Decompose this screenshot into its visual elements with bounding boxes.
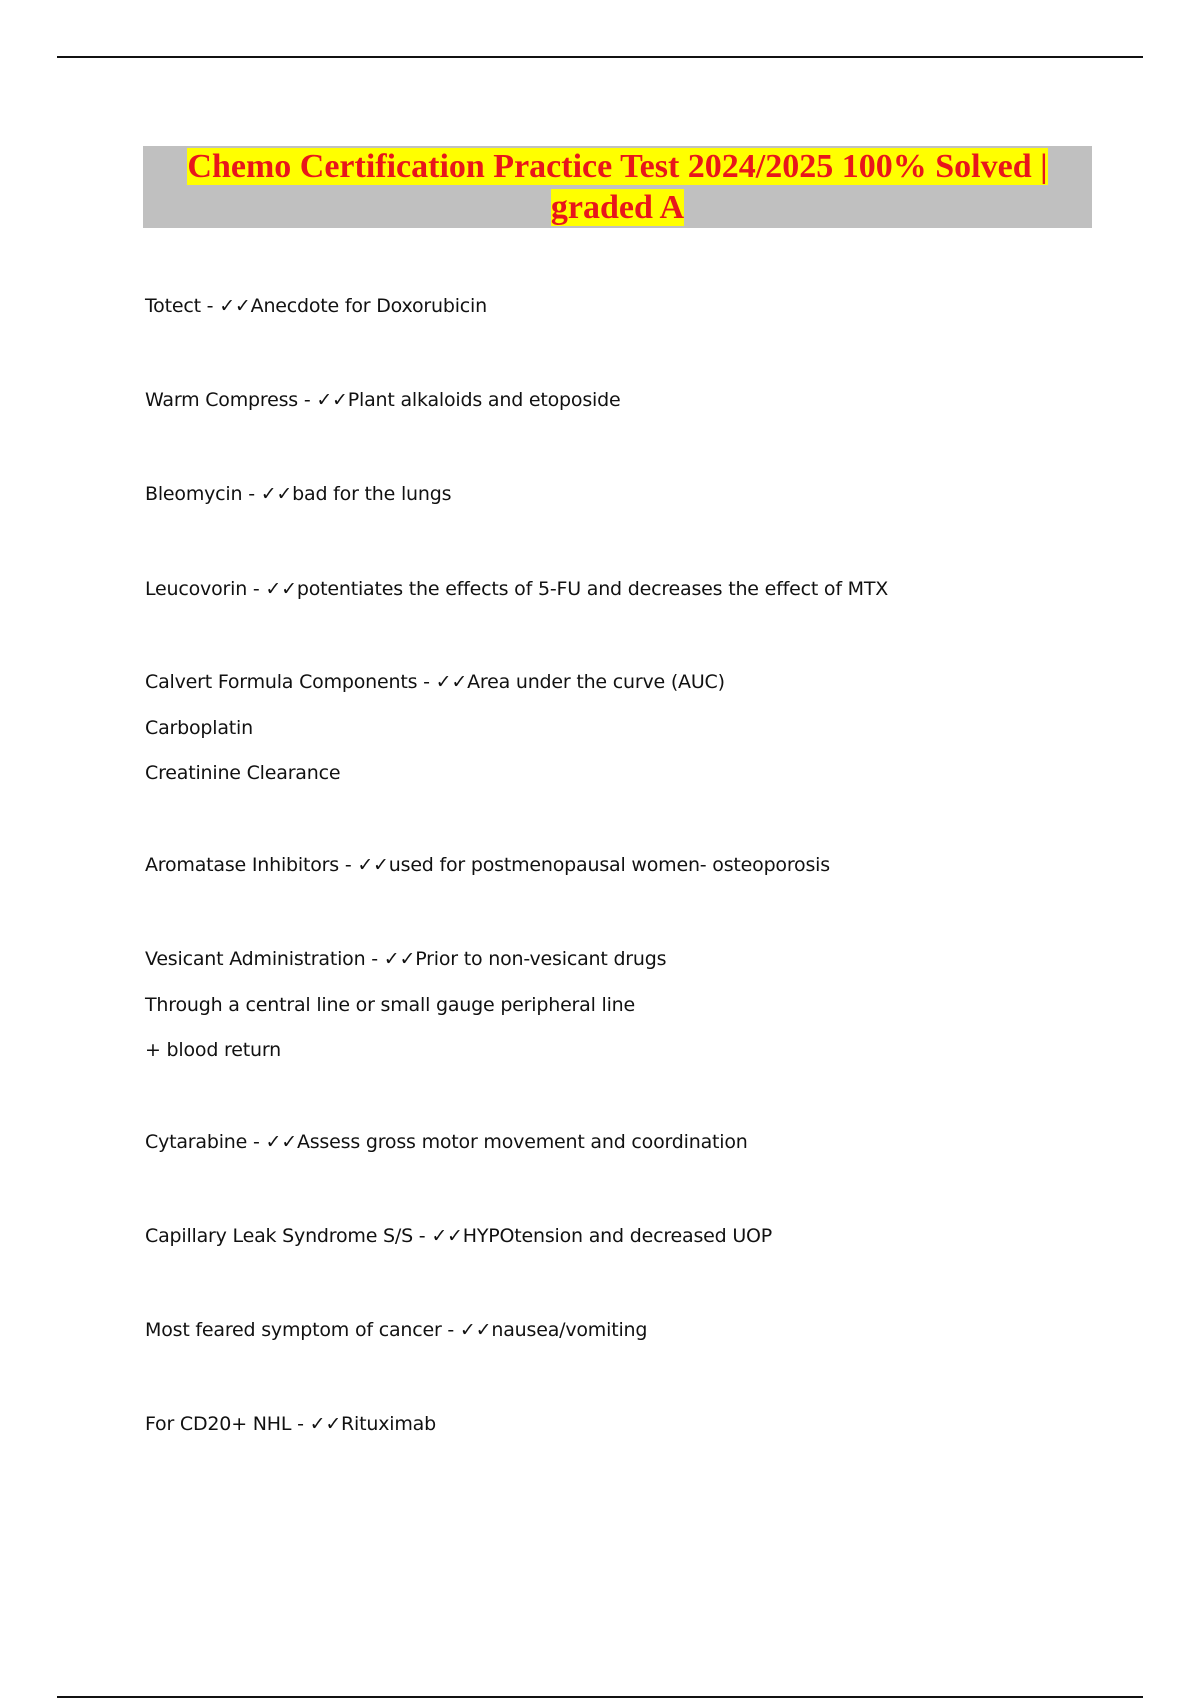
flashcard-entry [145, 947, 666, 1083]
entry-term: Warm Compress [145, 389, 298, 411]
entry-term: Totect [145, 295, 201, 317]
entry-line [145, 1412, 436, 1458]
entry-answer: nausea/vomiting [491, 1319, 648, 1341]
entry-separator: - [338, 854, 358, 876]
check-icon: ✓✓ [383, 948, 416, 970]
entry-extra-line: + blood return [145, 1039, 281, 1061]
entry-line [145, 482, 451, 528]
entry-answer: Plant alkaloids and etoposide [347, 389, 621, 411]
check-icon: ✓✓ [459, 1319, 492, 1341]
flashcard-entry [145, 1318, 647, 1364]
check-icon: ✓✓ [265, 1131, 297, 1153]
entry-separator: - [247, 1131, 266, 1153]
entry-line [145, 670, 725, 716]
flashcard-entry [145, 670, 725, 806]
entry-separator: - [441, 1319, 460, 1341]
entry-answer: Anecdote for Doxorubicin [250, 295, 487, 317]
flashcard-entry [145, 853, 830, 899]
check-icon: ✓✓ [435, 671, 468, 693]
entry-answer: Prior to non-vesicant drugs [415, 948, 667, 970]
entry-answer: Area under the curve (AUC) [467, 671, 725, 693]
title-line-2: graded A [550, 189, 685, 226]
entry-term: Vesicant Administration [145, 948, 366, 970]
entry-term: Capillary Leak Syndrome S/S [145, 1225, 413, 1247]
entry-line [145, 1130, 748, 1176]
entry-line [145, 577, 888, 623]
check-icon: ✓✓ [265, 578, 297, 600]
title-line-1: Chemo Certification Practice Test 2024/2025 100% Solved | [187, 148, 1048, 185]
document-title [143, 146, 1092, 228]
check-icon: ✓✓ [309, 1413, 342, 1435]
entry-separator: - [242, 483, 261, 505]
entry-line [145, 294, 487, 340]
entry-term: Aromatase Inhibitors [145, 854, 339, 876]
flashcard-entry [145, 388, 620, 434]
entry-term: Leucovorin [145, 578, 248, 600]
entry-term: Cytarabine [145, 1131, 248, 1153]
entry-extra-line: Creatinine Clearance [145, 762, 341, 784]
entry-separator: - [417, 671, 436, 693]
flashcard-entry [145, 482, 451, 528]
entry-term: Calvert Formula Components [145, 671, 418, 693]
check-icon: ✓✓ [219, 295, 251, 317]
entry-term: Most feared symptom of cancer [145, 1319, 442, 1341]
flashcard-entry [145, 294, 487, 340]
entry-line [145, 388, 620, 434]
entry-term: For CD20+ NHL [145, 1413, 292, 1435]
entry-separator: - [200, 295, 220, 317]
entry-line [145, 853, 830, 899]
entry-term: Bleomycin [145, 483, 243, 505]
entry-separator: - [412, 1225, 432, 1247]
check-icon: ✓✓ [260, 483, 293, 505]
flashcard-entry [145, 577, 888, 623]
flashcard-entry [145, 1412, 436, 1458]
entry-line [145, 1318, 647, 1364]
entry-extra-line: Carboplatin [145, 717, 253, 739]
flashcard-entry [145, 1130, 748, 1176]
flashcard-entry [145, 1224, 772, 1270]
entry-answer: used for postmenopausal women- osteoporosis [388, 854, 830, 876]
footer-rule [57, 1696, 1143, 1698]
check-icon: ✓✓ [431, 1225, 463, 1247]
entry-answer: HYPOtension and decreased UOP [462, 1225, 773, 1247]
entry-line [145, 947, 666, 993]
entry-answer: Rituximab [341, 1413, 436, 1435]
entry-separator: - [247, 578, 266, 600]
entry-line [145, 1224, 772, 1270]
entry-extra-line: Through a central line or small gauge peripheral line [145, 994, 636, 1016]
entry-answer: bad for the lungs [292, 483, 452, 505]
check-icon: ✓✓ [357, 854, 389, 876]
entry-answer: Assess gross motor movement and coordination [296, 1131, 748, 1153]
entry-separator: - [365, 948, 384, 970]
entry-separator: - [291, 1413, 310, 1435]
check-icon: ✓✓ [316, 389, 348, 411]
entry-separator: - [297, 389, 317, 411]
header-rule [57, 56, 1143, 58]
entry-answer: potentiates the effects of 5-FU and decreases the effect of MTX [296, 578, 889, 600]
